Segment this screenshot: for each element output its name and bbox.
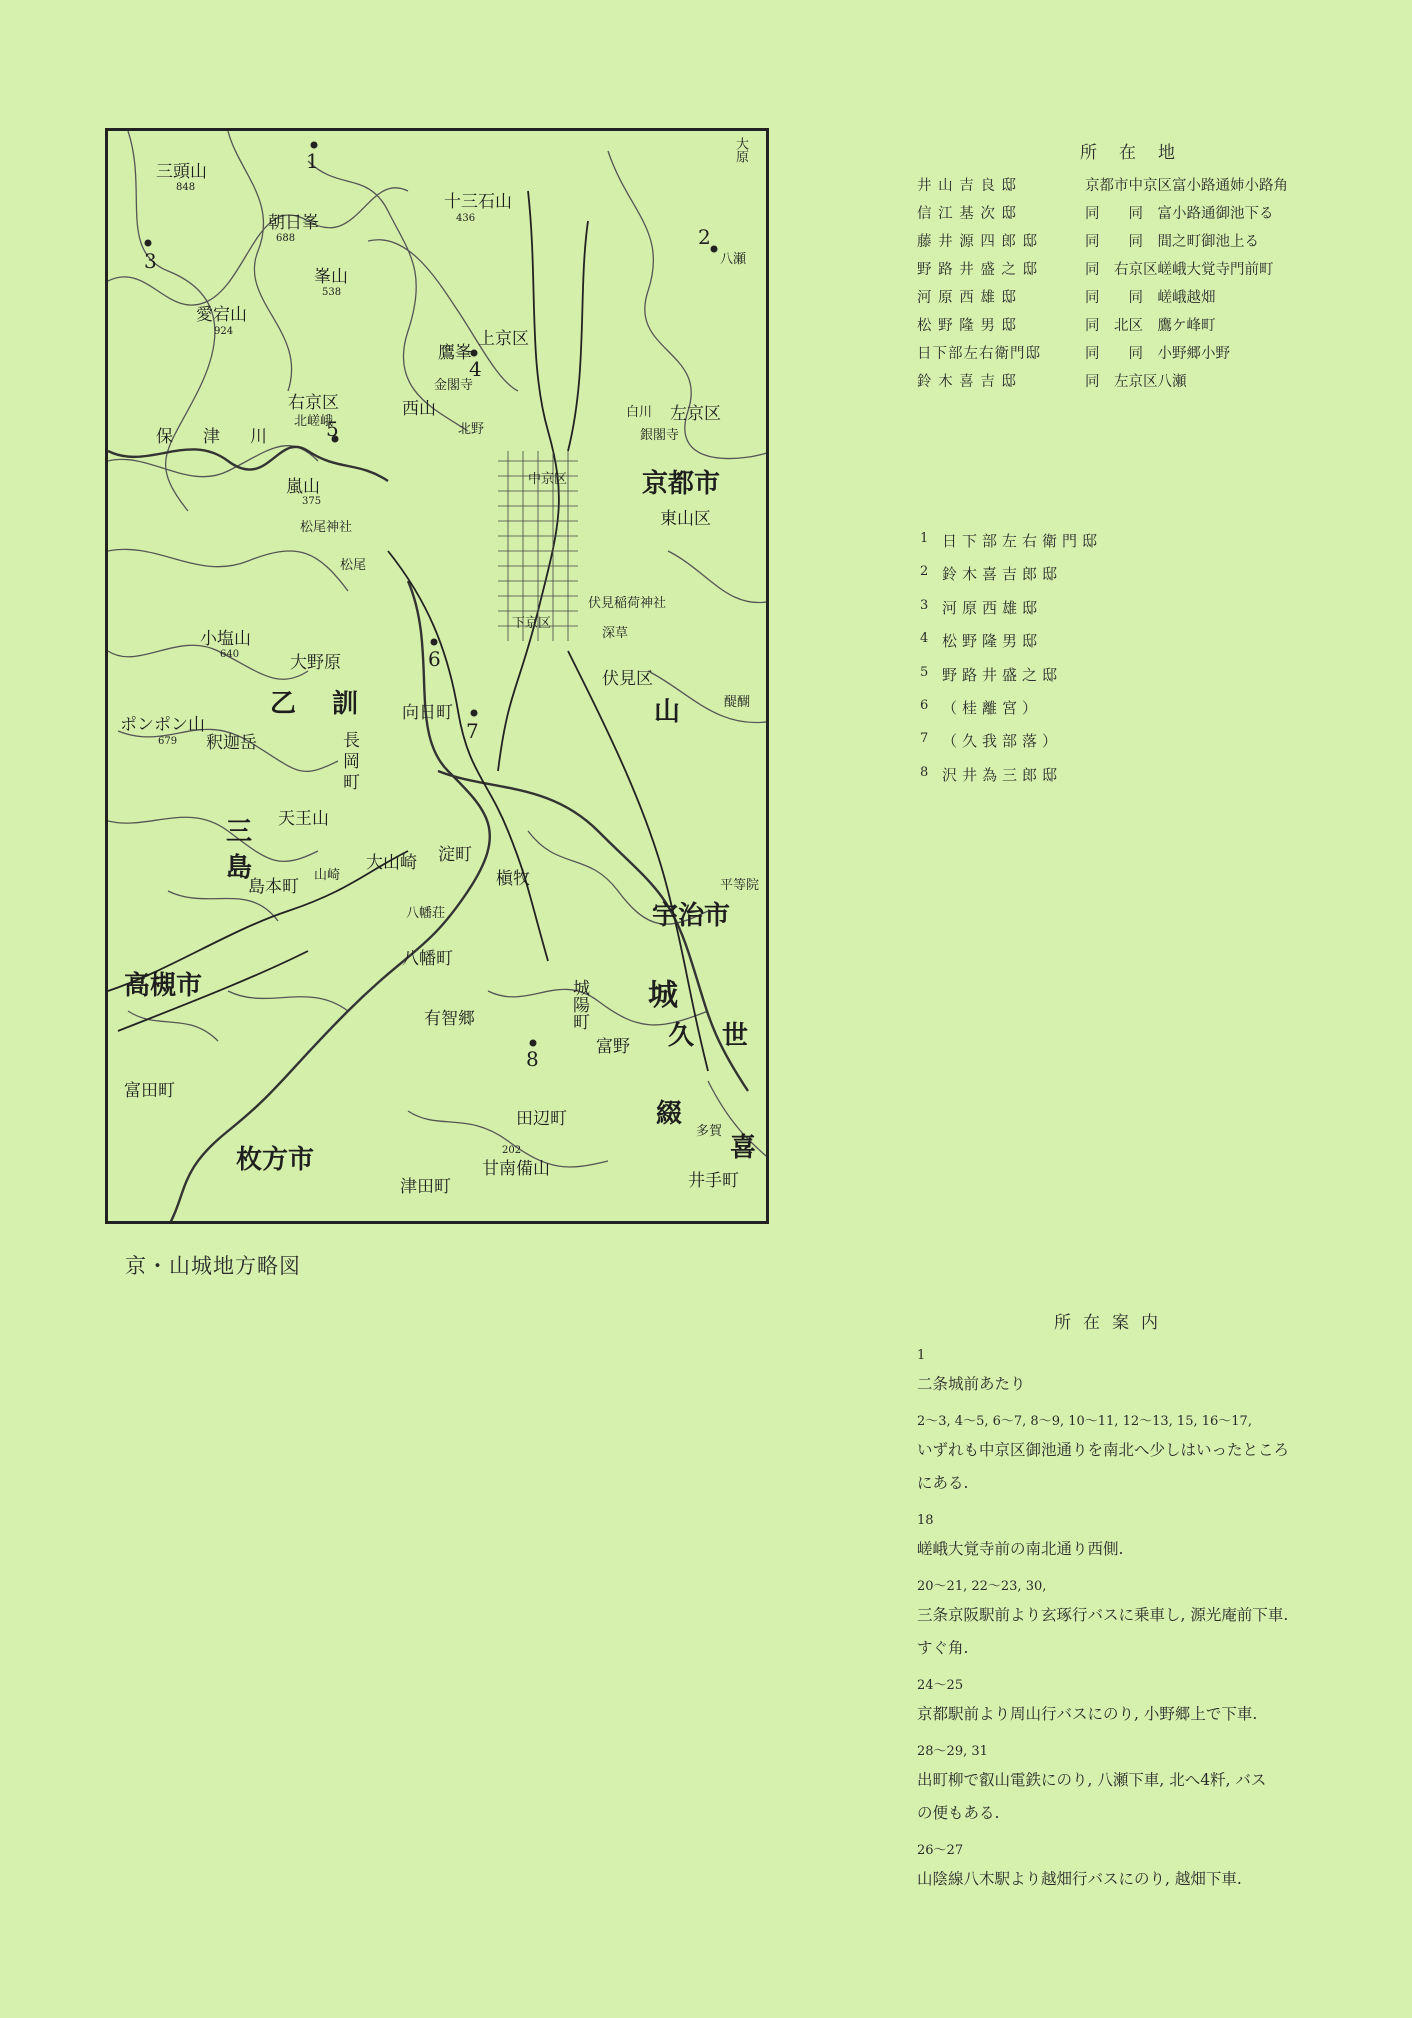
guide-text: すぐ角. — [917, 1639, 969, 1657]
map-label-ujishi: 宇治市 — [652, 901, 731, 931]
map-label-tsuzuki-2: 喜 — [730, 1133, 757, 1163]
location-address: 同 北区 鷹ケ峰町 — [1085, 318, 1216, 334]
location-address: 同 左京区八瀬 — [1085, 374, 1187, 390]
map-label-takagamine: 鷹峯 — [438, 343, 472, 363]
guide-number: 20〜21, 22〜23, 30, — [917, 1579, 1047, 1594]
numbered-legend — [920, 530, 1102, 797]
map-label-ponpon: ポンポン山 — [120, 715, 205, 735]
map-label-tsuzuki-1: 綴 — [656, 1099, 683, 1129]
numbered-index: 6 — [920, 697, 929, 713]
location-row — [917, 258, 1337, 286]
map-label-sakyo: 左京区 — [670, 404, 721, 424]
map-label-jusanishi-height: 436 — [456, 213, 476, 224]
map-label-arashiyama-height: 375 — [302, 496, 322, 507]
guide-number: 2〜3, 4〜5, 6〜7, 8〜9, 10〜11, 12〜13, 15, 16〜17, — [917, 1414, 1252, 1429]
map-label-fushimi-inari: 伏見稲荷神社 — [588, 596, 667, 611]
map-label-yodomachi: 淀町 — [438, 845, 472, 865]
map-label-shakadake: 釈迦岳 — [206, 733, 257, 753]
map-label-mineyama: 峯山 — [314, 267, 348, 287]
map-label-otokuni-2: 訓 — [332, 689, 359, 719]
map-label-sanzuyama: 三頭山 — [156, 162, 207, 182]
location-row — [917, 174, 1337, 202]
map-label-kyotoshi: 京都市 — [642, 469, 721, 499]
map-label-matsuo-jinja: 松尾神社 — [300, 520, 353, 535]
map-label-ginkakuji: 銀閣寺 — [640, 428, 680, 443]
numbered-label: 沢井為三郎邸 — [942, 765, 1063, 784]
numbered-row — [920, 597, 1102, 630]
map-label-kamigyo: 上京区 — [478, 329, 529, 349]
numbered-row — [920, 630, 1102, 663]
location-row — [917, 202, 1337, 230]
map-label-atago-height: 924 — [214, 326, 234, 337]
guide-number: 1 — [917, 1348, 926, 1363]
location-address: 同 同 小野郷小野 — [1085, 346, 1230, 362]
numbered-label: 鈴木喜吉郎邸 — [942, 565, 1063, 584]
map-caption: 京・山城地方略図 — [125, 1254, 301, 1278]
location-name: 鈴 木 喜 吉 邸 — [917, 374, 1017, 390]
locations-title: 所在地 — [1080, 143, 1197, 163]
numbered-row — [920, 764, 1102, 797]
numbered-index: 5 — [920, 664, 929, 680]
map-label-yamazaki: 山崎 — [314, 868, 341, 883]
map-label-kannabi-height: 202 — [502, 1145, 522, 1156]
guide-text: いずれも中京区御池通りを南北へ少しはいったところ — [917, 1441, 1290, 1459]
numbered-label: 野路井盛之邸 — [942, 665, 1063, 684]
numbered-index: 7 — [920, 731, 929, 747]
numbered-row — [920, 530, 1102, 563]
map-label-takatsuki: 高槻市 — [124, 971, 203, 1001]
map-label-kuse-1: 久 — [668, 1021, 695, 1051]
map-label-hirakata: 枚方市 — [236, 1145, 315, 1175]
map-drawing — [108, 131, 769, 1224]
location-row — [917, 286, 1337, 314]
numbered-index: 3 — [920, 597, 929, 613]
map-label-uchi: 有智郷 — [424, 1009, 475, 1029]
map-label-koshio-height: 640 — [220, 649, 240, 660]
guide-text: 山陰線八木駅より越畑行バスにのり, 越畑下車. — [917, 1870, 1242, 1888]
map-label-yawatamachi: 八幡町 — [402, 949, 453, 969]
map-point-5: 5 — [326, 417, 339, 441]
map-label-jusanishi: 十三石山 — [444, 192, 512, 212]
location-row — [917, 314, 1337, 342]
map-label-higashiyama: 東山区 — [660, 509, 711, 529]
map-label-asahimine: 朝日峯 — [268, 213, 319, 233]
numbered-label: 松野隆男邸 — [942, 632, 1043, 651]
location-address: 同 同 富小路通御池下る — [1085, 206, 1274, 222]
location-name: 井 山 吉 良 邸 — [917, 178, 1017, 194]
map-label-shimamoto: 島本町 — [248, 877, 299, 897]
map-label-koshio: 小塩山 — [200, 629, 251, 649]
map-label-ponpon-height: 679 — [158, 736, 178, 747]
map-label-tondacho: 富田町 — [124, 1081, 175, 1101]
numbered-row — [920, 730, 1102, 763]
map-label-fukakusa: 深草 — [602, 626, 629, 641]
map-label-mineyama-height: 538 — [322, 287, 342, 298]
map-label-ukyo: 右京区 — [288, 393, 339, 413]
map-label-jouyo: 城陽町 — [569, 979, 589, 1030]
map-point-6: 6 — [428, 647, 441, 671]
location-address: 同 同 間之町御池上る — [1085, 234, 1259, 250]
guide-number: 26〜27 — [917, 1843, 964, 1858]
guide-text: 嵯峨大覚寺前の南北通り西側. — [917, 1540, 1124, 1558]
map-label-yase: 八瀬 — [720, 252, 747, 267]
map-label-kuse-2: 世 — [722, 1021, 749, 1051]
numbered-index: 1 — [920, 531, 929, 546]
map-label-arashiyama: 嵐山 — [286, 477, 320, 497]
map-label-shirakawa: 白川 — [626, 405, 653, 420]
location-name: 松 野 隆 男 邸 — [917, 318, 1017, 334]
map-point-3: 3 — [144, 249, 157, 273]
map-label-matsuo: 松尾 — [340, 558, 367, 573]
location-row — [917, 342, 1337, 370]
map-label-mishima-1: 三 — [226, 817, 253, 847]
map-point-1: 1 — [306, 149, 319, 173]
location-row — [917, 230, 1337, 258]
location-name: 野 路 井 盛 之 邸 — [917, 262, 1039, 278]
map-label-tanabe: 田辺町 — [516, 1109, 567, 1129]
map-label-nagaokacho: 長岡町 — [339, 731, 359, 794]
map-label-tomino: 富野 — [596, 1037, 630, 1057]
map-label-nishiyama: 西山 — [402, 399, 436, 419]
map-label-kitano: 北野 — [458, 422, 485, 437]
location-name: 藤 井 源 四 郎 邸 — [917, 234, 1039, 250]
guide-number: 24〜25 — [917, 1678, 964, 1693]
guide-text: 二条城前あたり — [917, 1375, 1026, 1393]
map-label-sanzuyama-height: 848 — [176, 182, 196, 193]
numbered-row — [920, 563, 1102, 596]
map-point-7: 7 — [466, 719, 479, 743]
numbered-index: 2 — [920, 564, 929, 580]
map-label-nakagyo: 中京区 — [528, 472, 568, 487]
map-label-mishima-2: 島 — [226, 853, 253, 883]
map-label-kinkakuji: 金閣寺 — [434, 378, 474, 393]
guide-number: 28〜29, 31 — [917, 1744, 988, 1759]
map-frame — [105, 128, 769, 1224]
map-label-kitasaga: 北嵯峨 — [294, 414, 334, 429]
location-address: 同 同 嵯峨越畑 — [1085, 290, 1216, 306]
guide-text: 三条京阪駅前より玄琢行バスに乗車し, 源光庵前下車. — [917, 1606, 1289, 1624]
map-label-daigo: 醍醐 — [724, 695, 751, 710]
map-label-asahimine-height: 688 — [276, 233, 296, 244]
numbered-label: 河原西雄邸 — [942, 598, 1043, 617]
map-label-taga: 多賀 — [696, 1124, 723, 1139]
map-label-tsudacho: 津田町 — [400, 1177, 451, 1197]
map-label-yawataso: 八幡荘 — [406, 906, 446, 921]
map-label-ooharano: 大野原 — [290, 653, 341, 673]
location-address: 同 右京区嵯峨大覚寺門前町 — [1085, 262, 1274, 278]
map-label-mukomachi: 向日町 — [402, 703, 453, 723]
location-address: 京都市中京区富小路通姉小路角 — [1085, 178, 1288, 194]
map-point-2: 2 — [698, 225, 711, 249]
map-label-hozugawa: 保津川 — [156, 427, 297, 447]
guide-number: 18 — [917, 1513, 934, 1528]
guide-text: にある. — [917, 1474, 969, 1492]
map-label-atago: 愛宕山 — [196, 305, 247, 325]
numbered-index: 4 — [920, 631, 929, 647]
numbered-label: 日下部左右衛門邸 — [942, 532, 1103, 550]
map-label-shimogyo: 下京区 — [512, 616, 552, 631]
map-label-kannabi: 甘南備山 — [482, 1159, 550, 1179]
map-label-yamashiro-1: 山 — [654, 697, 681, 727]
map-label-byodoin: 平等院 — [720, 878, 760, 893]
map-point-8: 8 — [526, 1047, 539, 1071]
numbered-label: （久我部落） — [942, 732, 1063, 751]
locations-list — [917, 174, 1337, 398]
map-label-otokuni-1: 乙 — [270, 689, 297, 719]
location-name: 河 原 西 雄 邸 — [917, 290, 1017, 306]
map-label-makishima: 槇牧 — [496, 869, 530, 889]
numbered-row — [920, 664, 1102, 697]
guide-list — [917, 1349, 1337, 1896]
map-label-fushimi: 伏見区 — [602, 669, 653, 689]
guide-text: 出町柳で叡山電鉄にのり, 八瀬下車, 北へ4粁, バス — [917, 1771, 1267, 1789]
map-label-oyamazaki: 大山崎 — [366, 853, 417, 873]
numbered-index: 8 — [920, 764, 929, 780]
guide-text: の便もある. — [917, 1804, 1000, 1822]
numbered-label: （桂離宮） — [942, 698, 1043, 717]
map-label-tennozan: 天王山 — [278, 809, 329, 829]
map-label-yamashiro-2: 城 — [648, 978, 678, 1013]
location-row — [917, 370, 1337, 398]
map-label-idecho: 井手町 — [688, 1171, 739, 1191]
map-point-4: 4 — [469, 357, 482, 381]
guide-title: 所在案内 — [1054, 1313, 1170, 1333]
location-name: 日下部左右衛門邸 — [917, 346, 1041, 362]
numbered-row — [920, 697, 1102, 730]
guide-text: 京都駅前より周山行バスにのり, 小野郷上で下車. — [917, 1705, 1258, 1723]
map-label-ohara: 大原 — [733, 137, 748, 163]
location-name: 信 江 基 次 邸 — [917, 206, 1017, 222]
